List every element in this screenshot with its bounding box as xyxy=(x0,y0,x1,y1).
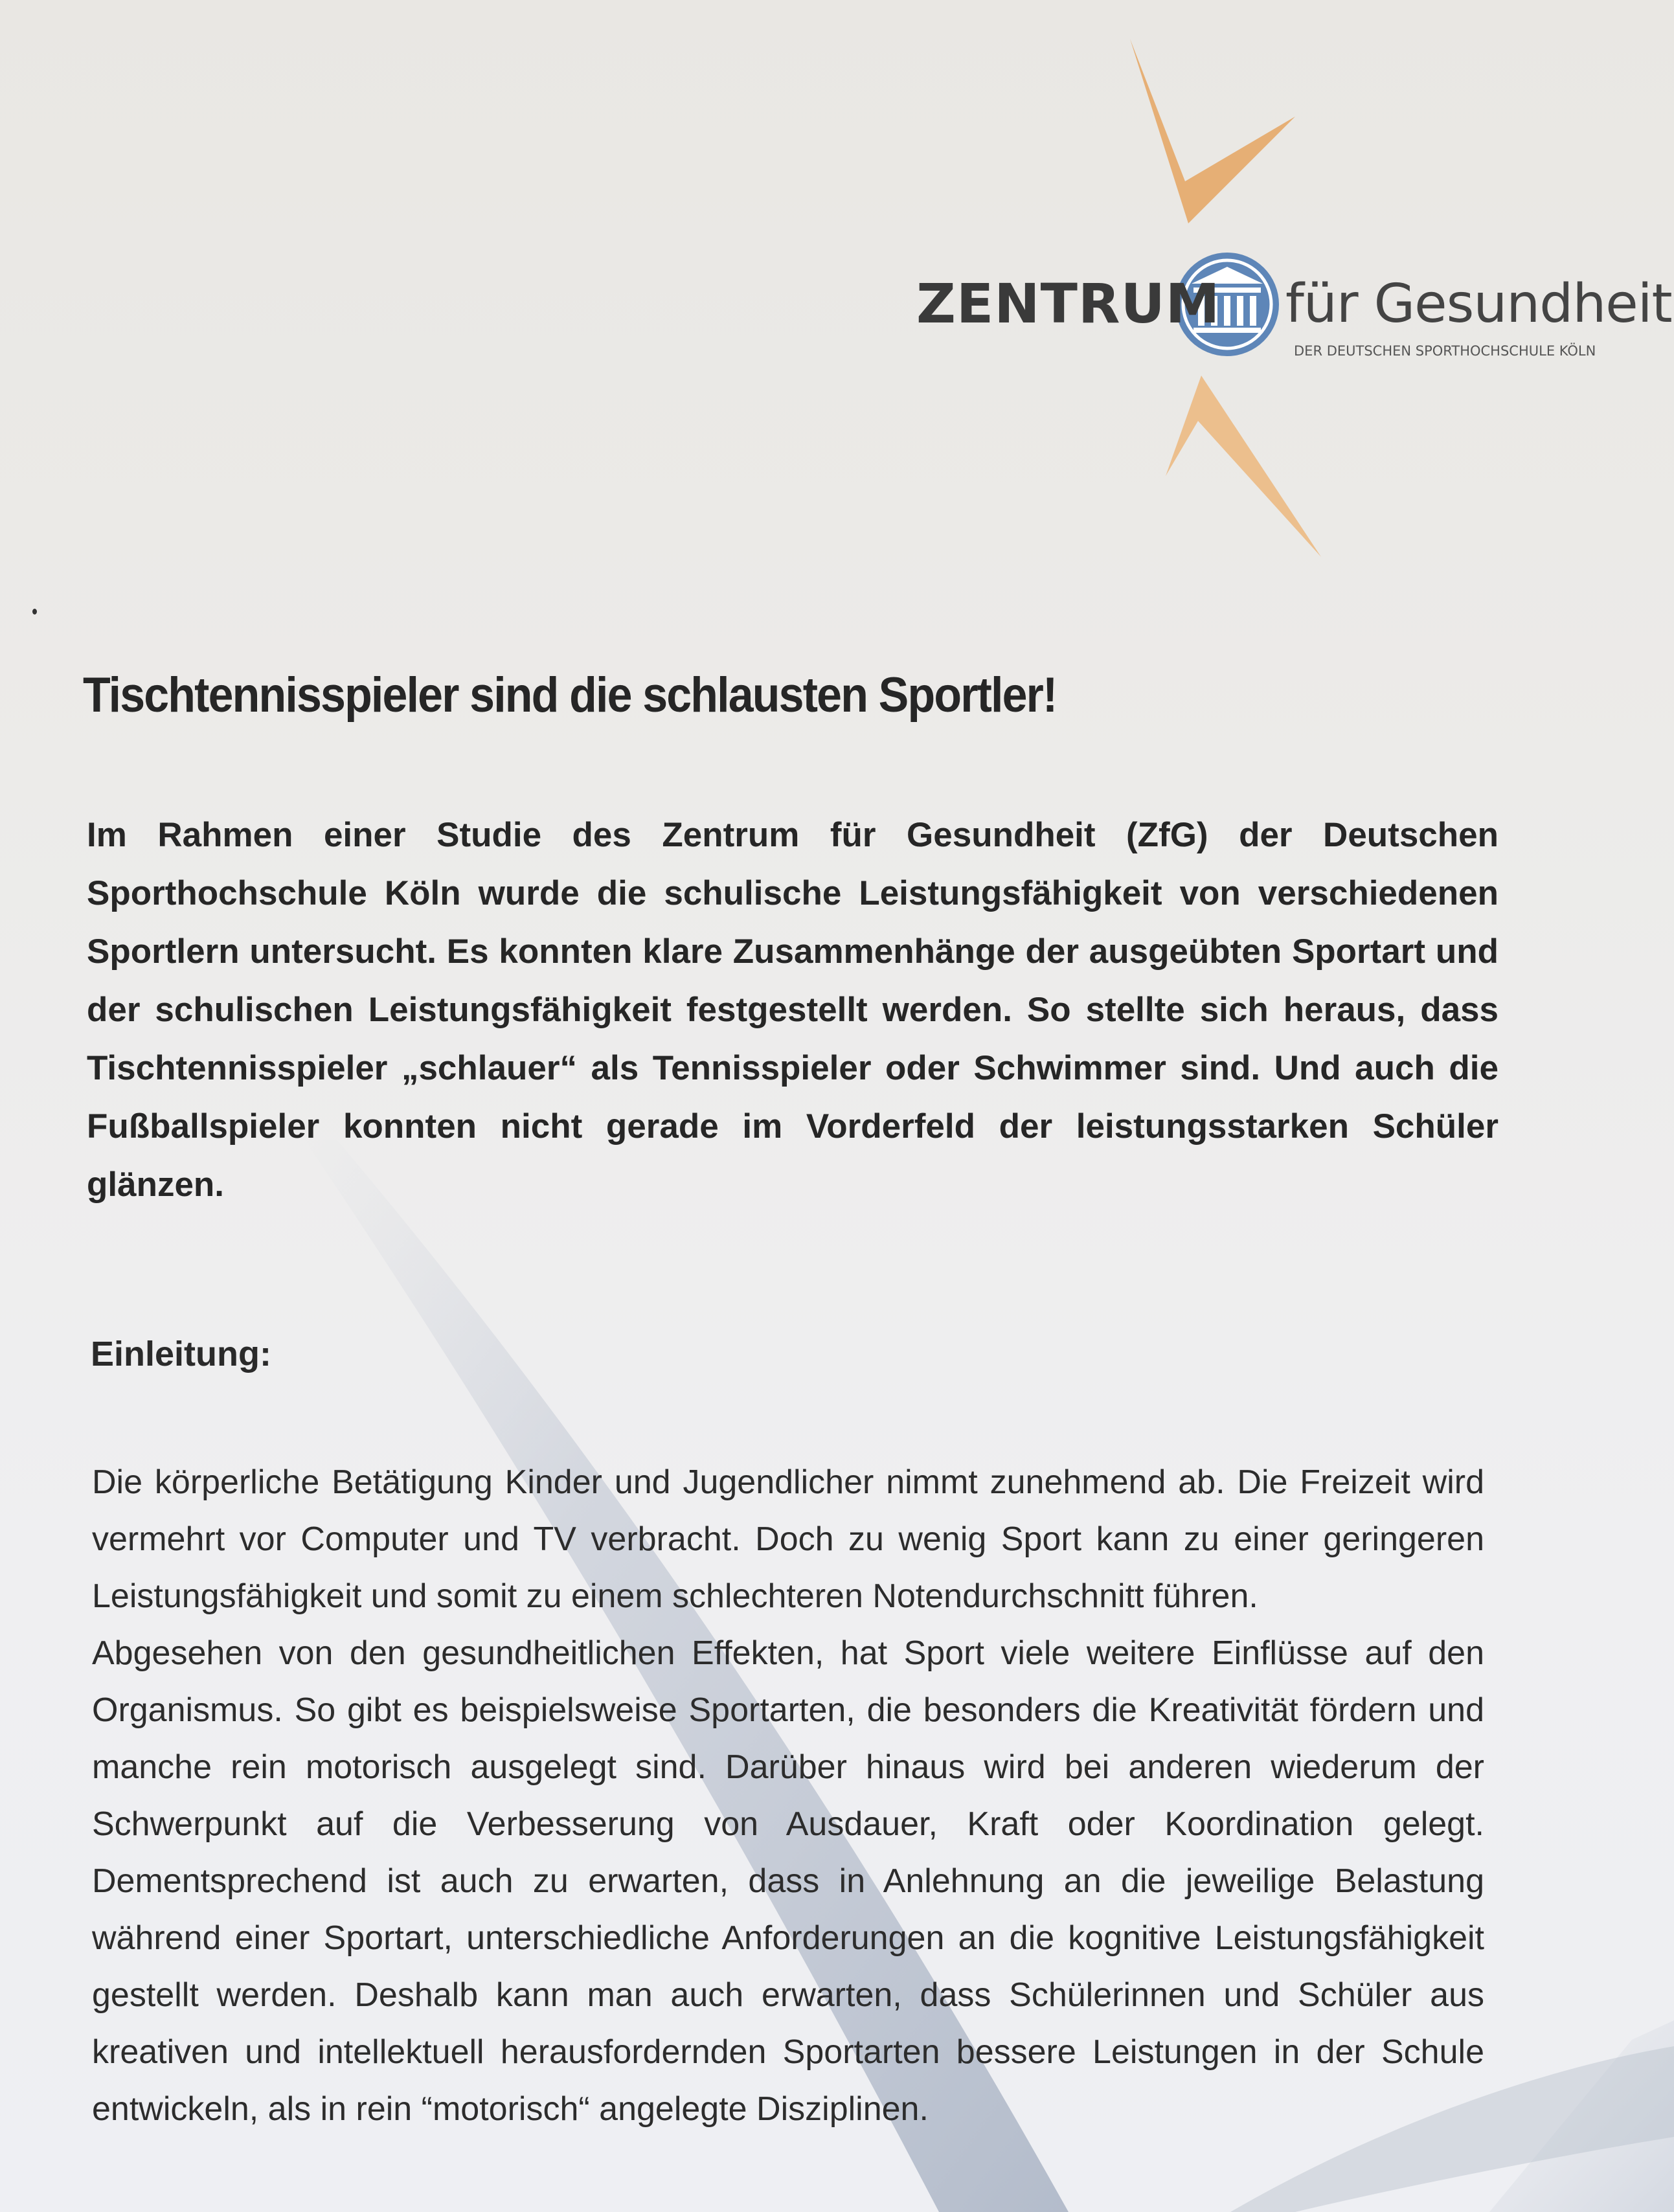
zfg-logo xyxy=(907,39,1672,570)
logo-subtitle: DER DEUTSCHEN SPORTHOCHSCHULE KÖLN xyxy=(1294,343,1596,359)
logo-upper-chevron-icon xyxy=(1130,39,1295,223)
body-paragraph: Abgesehen von den gesundheitlichen Effekten, hat Sport viele weitere Einflüsse auf den Organismus. So gibt es beispielsweise Sportarten, die besonders die Kreativität fördern und manche rein motorisch ausgelegt sind. Darüber hinaus wird bei anderen wiederum der Schwerpunkt auf die Verbesserung von Ausdauer, Kraft oder Koordination gelegt. Dementsprechend ist auch zu erwarten, dass in Anlehnung an die jeweilige Belastung während einer Sportart, unterschiedliche Anforderungen an die kognitive Leistungsfähigkeit gestellt werden. Deshalb kann man auch erwarten, dass Schülerinnen und Schüler aus kreativen und intellektuell herausfordernden Sportarten bessere Leistungen in der Schule entwickeln, als in rein “motorisch“ angelegte Disziplinen. xyxy=(92,1634,1484,2128)
section-body xyxy=(92,1454,1484,2138)
logo-lower-chevron-icon xyxy=(1166,376,1321,557)
logo-gesundheit-text: für Gesundheit xyxy=(1285,273,1672,335)
section-heading: Einleitung: xyxy=(91,1335,271,1373)
article-title: Tischtennisspieler sind die schlausten Sportler! xyxy=(83,668,1057,723)
article-abstract: Im Rahmen einer Studie des Zentrum für Gesundheit (ZfG) der Deutschen Sporthochschule Köln wurde die schulische Leistungsfähigkeit von verschiedenen Sportlern untersucht. Es konnten klare Zusammenhänge der ausgeübten Sportart und der schulischen Leistungsfähigkeit festgestellt werden. So stellte sich heraus, dass Tischtennisspieler „schlauer“ als Tennisspieler oder Schwimmer sind. Und auch die Fußballspieler konnten nicht gerade im Vorderfeld der leistungsstarken Schüler glänzen. xyxy=(87,816,1499,1204)
body-paragraph: Die körperliche Betätigung Kinder und Jugendlicher nimmt zunehmend ab. Die Freizeit wird vermehrt vor Computer und TV verbracht. Doch zu wenig Sport kann zu einer geringeren Leistungsfähigkeit und somit zu einem schlechteren Notendurchschnitt führen. xyxy=(92,1463,1484,1615)
stray-dot xyxy=(32,609,37,615)
logo-zentrum-text: ZENTRUM xyxy=(916,272,1221,335)
